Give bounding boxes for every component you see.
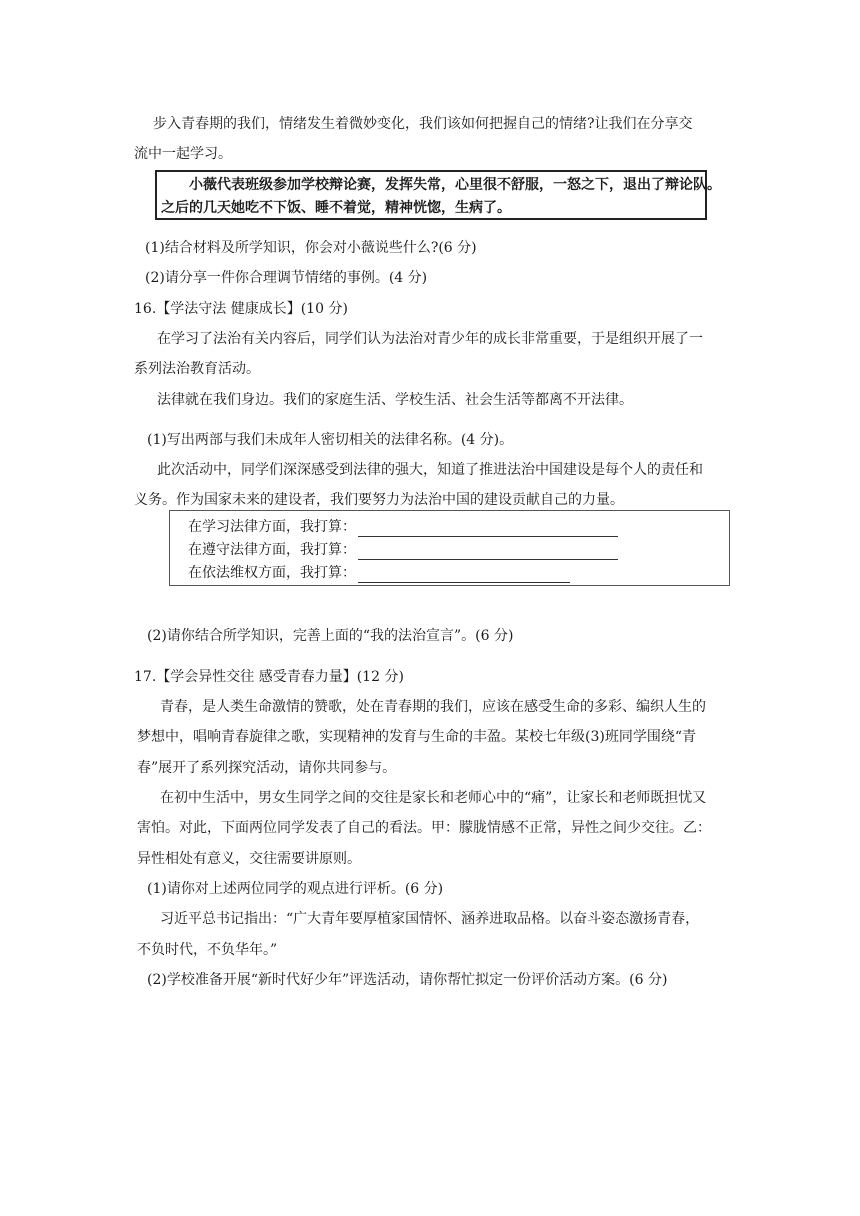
pledge-blank-obey[interactable]	[358, 543, 618, 560]
q15-sub-question-1: (1)结合材料及所学知识，你会对小薇说些什么?(6 分)	[145, 240, 477, 256]
q17-heading: 17.【学会异性交往 感受青春力量】(12 分)	[134, 669, 404, 685]
pledge-row-rights	[188, 561, 570, 583]
q17-para2-line-2: 害怕。对此，下面两位同学发表了自己的看法。甲：朦胧情感不正常，异性之间少交往。乙：	[137, 820, 711, 836]
q16-para3-line-2: 义务。作为国家未来的建设者，我们要努力为法治中国的建设贡献自己的力量。	[134, 492, 624, 508]
pledge-blank-study[interactable]	[358, 520, 618, 537]
q17-para2-line-1: 在初中生活中，男女生同学之间的交往是家长和老师心中的“痛”，让家长和老师既担忧又	[160, 790, 707, 806]
pledge-blank-rights[interactable]	[358, 566, 570, 583]
q16-para1-line-1: 在学习了法治有关内容后，同学们认为法治对青少年的成长非常重要，于是组织开展了一	[157, 331, 703, 347]
q17-para1-line-3: 春”展开了系列探究活动，请你共同参与。	[137, 760, 397, 776]
pledge-row-study	[188, 515, 618, 537]
q17-para3-line-2: 不负时代，不负华年。”	[137, 942, 278, 958]
q17-sub-question-2: (2)学校准备开展“新时代好少年”评选活动，请你帮忙拟定一份评价活动方案。(6 分)	[147, 972, 668, 988]
q15-sub-question-2: (2)请分享一件你合理调节情绪的事例。(4 分)	[145, 270, 428, 286]
q16-sub-question-2: (2)请你结合所学知识，完善上面的“我的法治宣言”。(6 分)	[147, 628, 514, 644]
material-box	[155, 170, 721, 220]
q17-para3-line-1: 习近平总书记指出：“广大青年要厚植家国情怀、涵养进取品格。以奋斗姿态激扬青春，	[160, 911, 700, 927]
pledge-row-obey	[188, 538, 618, 560]
pledge-label-study: 在学习法律方面，我打算：	[188, 519, 356, 535]
q17-para1-line-1: 青春，是人类生命激情的赞歌，处在青春期的我们，应该在感受生命的多彩、编织人生的	[160, 699, 706, 715]
q17-sub-question-1: (1)请你对上述两位同学的观点进行评析。(6 分)	[147, 881, 444, 897]
material-line-1: 小薇代表班级参加学校辩论赛，发挥失常，心里很不舒服，一怒之下，退出了辩论队。	[189, 177, 721, 193]
intro-line-1: 步入青春期的我们，情绪发生着微妙变化，我们该如何把握自己的情绪?让我们在分享交	[153, 116, 693, 132]
material-line-2: 之后的几天她吃不下饭、睡不着觉，精神恍惚，生病了。	[161, 200, 511, 216]
q16-para2: 法律就在我们身边。我们的家庭生活、学校生活、社会生活等都离不开法律。	[157, 392, 633, 408]
pledge-label-rights: 在依法维权方面，我打算：	[188, 565, 356, 581]
q16-para3-line-1: 此次活动中，同学们深深感受到法律的强大，知道了推进法治中国建设是每个人的责任和	[157, 462, 703, 478]
q16-para1-line-2: 系列法治教育活动。	[134, 361, 260, 377]
q17-para2-line-3: 异性相处有意义，交往需要讲原则。	[137, 851, 361, 867]
q17-para1-line-2: 梦想中，唱响青春旋律之歌，实现精神的发育与生命的丰盈。某校七年级(3)班同学围绕“青	[137, 729, 696, 745]
legal-pledge-box	[169, 510, 730, 586]
intro-line-2: 流中一起学习。	[134, 146, 232, 162]
q16-heading: 16.【学法守法 健康成长】(10 分)	[134, 301, 348, 317]
pledge-label-obey: 在遵守法律方面，我打算：	[188, 542, 356, 558]
q16-sub-question-1: (1)写出两部与我们未成年人密切相关的法律名称。(4 分)。	[147, 432, 514, 448]
